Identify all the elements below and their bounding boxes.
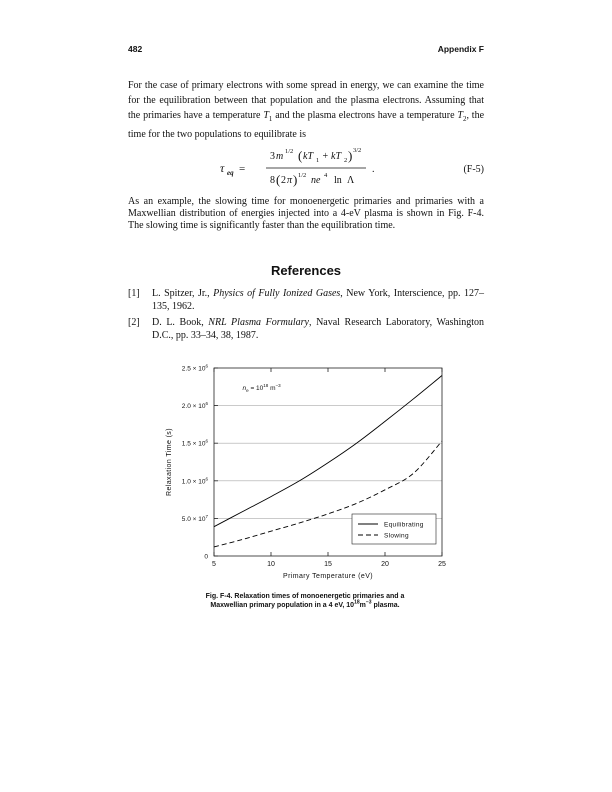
eq-num-open: ( (298, 148, 303, 163)
figure-f4-chart (150, 360, 460, 590)
annotation-part: e (246, 387, 249, 393)
legend-box (352, 514, 436, 544)
eq-num-exp: 3/2 (353, 147, 362, 154)
reference-title: Physics of Fully Ionized Gases (213, 288, 341, 299)
series-line-equilibrating (214, 376, 442, 527)
y-tick-label (204, 554, 208, 561)
var-t1-sub: 1 (268, 115, 273, 123)
y-tick-label (182, 514, 209, 523)
eq-period: . (372, 164, 375, 175)
x-tick-label: 10 (267, 561, 275, 568)
density-annotation (243, 383, 282, 393)
section-title: Appendix F (437, 44, 484, 54)
y-tick-mantissa: 0 (204, 553, 208, 561)
eq-den-exp: 1/2 (298, 172, 307, 179)
eq-den-open: ( (276, 172, 281, 187)
eq-num-kt1: kT (303, 151, 313, 162)
eq-den-lambda: Λ (347, 175, 355, 186)
reference-authors: D. L. Book, (152, 317, 209, 328)
caption-line-1: Fig. F-4. Relaxation times of monoenergetic primaries and a (205, 593, 405, 600)
eq-den-coef: 8 (270, 175, 275, 186)
y-tick-mantissa: 5.0 × 10 (181, 515, 206, 523)
eq-tau-sub: eq (227, 169, 234, 177)
caption-sup: −3 (365, 599, 372, 606)
reference-text (152, 287, 484, 313)
y-tick-mantissa: 1.5 × 10 (181, 440, 206, 448)
running-header (128, 44, 484, 58)
eq-den-ne: ne (311, 175, 321, 186)
annotation-part: m (268, 384, 276, 392)
paragraph-intro (128, 78, 484, 142)
eq-label: (F-5) (463, 164, 484, 175)
y-tick-label (182, 364, 209, 373)
y-tick-power: 7 (205, 513, 208, 519)
reference-details: , New York, Interscience, pp. 127–135, 1962. (152, 288, 484, 312)
var-t2: T (457, 110, 463, 121)
y-tick-mantissa: 2.5 × 10 (181, 365, 206, 373)
caption-line-2 (150, 601, 460, 610)
annotation-part: n (242, 384, 247, 392)
y-tick-power: 6 (205, 438, 208, 444)
reference-details: , Naval Research Laboratory, Washington D.C., pp. 33–34, 38, 1987. (152, 317, 485, 341)
eq-num-kt2-sub: 2 (344, 157, 348, 164)
annotation-part: 18 (263, 382, 269, 388)
x-tick-label: 15 (324, 561, 332, 568)
paragraph-example: As an example, the slowing time for monoenergetic primaries and primaries with a Maxwellian distribution of energies injected into a 4-eV plasma is shown in Fig. F-4. The slowing time is significantly faster than the equilibration time. (128, 196, 484, 231)
figure-caption (150, 592, 460, 610)
x-tick-label: 5 (212, 561, 216, 568)
caption-sup: 18 (354, 599, 360, 606)
references-heading: References (270, 263, 342, 278)
caption-text: Maxwellian primary population in a 4 eV, 10 (210, 602, 355, 609)
x-tick-label: 25 (438, 561, 446, 568)
y-tick-power: 6 (205, 401, 208, 407)
y-tick-label (182, 476, 209, 485)
reference-text (152, 316, 484, 342)
eq-den-close: ) (293, 172, 298, 187)
eq-num-m-exp: 1/2 (285, 148, 294, 155)
legend-label: Slowing (384, 532, 409, 540)
var-t1: T (263, 110, 269, 121)
annotation-part: −3 (275, 382, 281, 388)
equation-svg (128, 142, 484, 192)
y-tick-label (182, 401, 209, 410)
eq-num-coef: 3 (270, 151, 275, 162)
text-run: For the case of primary electrons with some spread in energy, we can examine the time for the equilibration between that population and the plasma electrons. Assuming that the primaries have a temperature (128, 80, 484, 121)
page-number: 482 (128, 44, 143, 54)
y-tick-power: 6 (205, 476, 208, 482)
equation-f5 (128, 142, 484, 192)
eq-num-plus: + (320, 151, 331, 162)
eq-den-ne-exp: 4 (324, 172, 328, 179)
eq-equals: = (239, 163, 246, 175)
text-run: , the time for the two populations to equilibrate is (128, 110, 485, 140)
caption-text: m (359, 602, 366, 609)
eq-den-pi: π (287, 175, 293, 186)
eq-den-ln: ln (334, 175, 342, 186)
text-run: and the plasma electrons have a temperature (272, 110, 458, 121)
eq-num-m: m (276, 151, 284, 162)
eq-tau: τ (220, 161, 225, 175)
reference-number: [1] (128, 288, 140, 299)
eq-num-close: ) (348, 148, 353, 163)
chart-svg (150, 360, 460, 590)
x-axis-label: Primary Temperature (eV) (283, 573, 373, 580)
y-axis-label: Relaxation Time (s) (166, 428, 173, 496)
legend-label: Equilibrating (384, 521, 424, 529)
caption-text: plasma. (371, 602, 400, 609)
reference-authors: L. Spitzer, Jr., (152, 288, 214, 299)
var-t2-sub: 2 (462, 115, 467, 123)
eq-num-kt2: kT (331, 151, 341, 162)
y-tick-mantissa: 2.0 × 10 (181, 403, 206, 411)
reference-title: NRL Plasma Formulary (208, 317, 309, 328)
eq-num-kt1-sub: 1 (316, 157, 320, 164)
y-tick-mantissa: 1.0 × 10 (181, 478, 206, 486)
annotation-part: = 10 (248, 384, 264, 392)
reference-number: [2] (128, 317, 140, 328)
eq-den-two: 2 (281, 175, 286, 186)
y-tick-label (182, 439, 209, 448)
x-tick-label: 20 (381, 561, 389, 568)
y-tick-power: 6 (205, 363, 208, 369)
